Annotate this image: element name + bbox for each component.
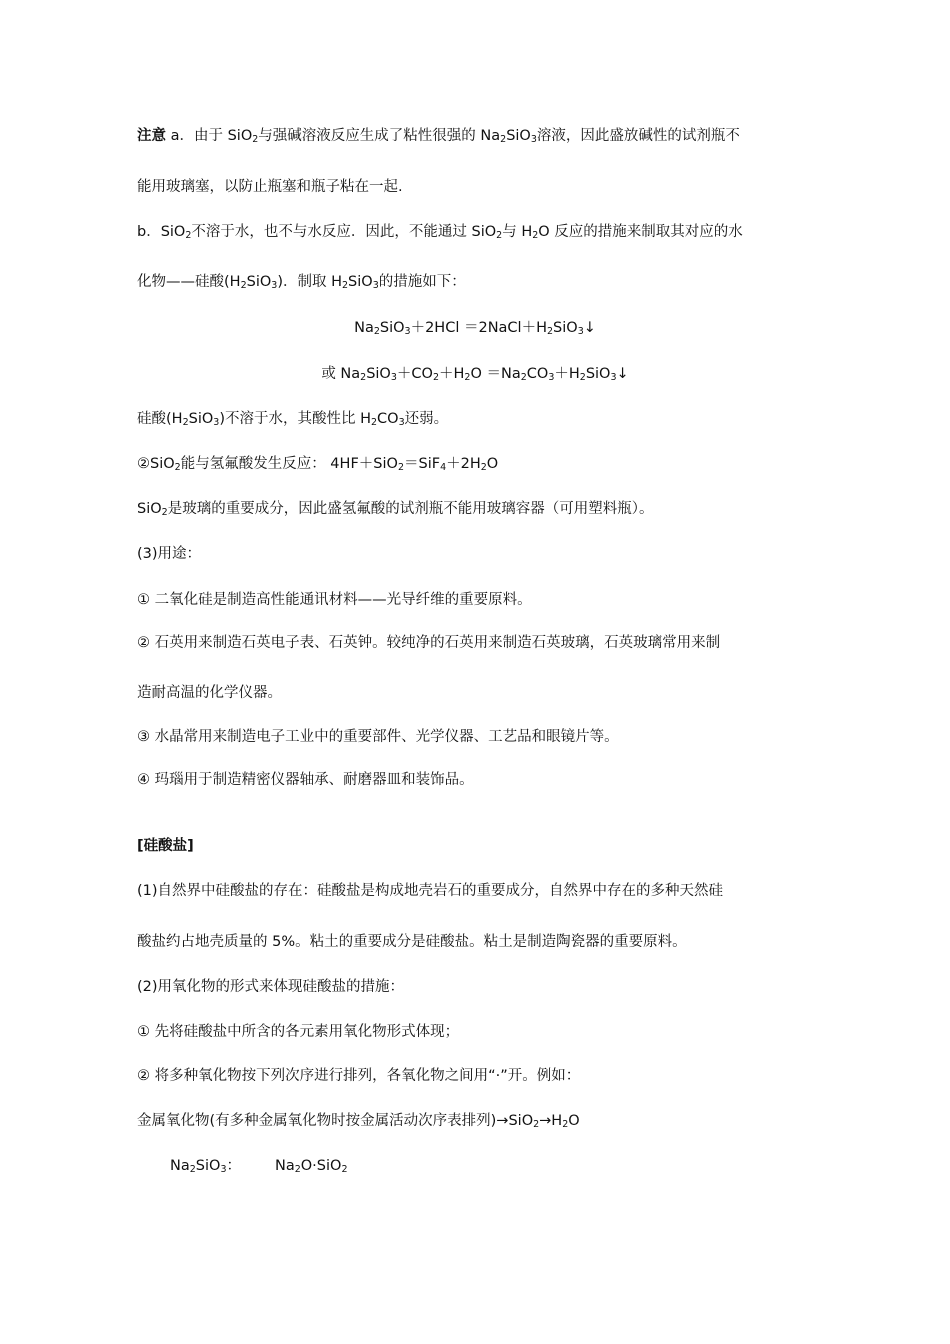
note-a-line1: 注意 a．由于 SiO$_2$与强碱溶液反应生成了粘性很强的 $Na_2SiO_3$溶液，因此盛放碱性的试剂瓶不: [137, 128, 740, 145]
example-line: [170, 1156, 347, 1176]
uses-item-1: ① 二氧化硅是制造高性能通讯材料——光导纤维的重要原料。: [137, 592, 532, 608]
uses-heading: (3)用途：: [137, 546, 202, 562]
oxide-order-line: 金属氧化物(有多种金属氧化物时按金属活动次序表排列)$\to SiO_2\to H_2O$: [137, 1113, 580, 1130]
note-label: 注意: [137, 128, 166, 144]
silicates-heading: [硅酸盐]: [137, 838, 194, 854]
note-b-line2: 化物——硅酸$(H_2SiO_3)$．制取 $H_2SiO_3$的措施如下：: [137, 274, 466, 291]
silicates-p1-line2: 酸盐约占地壳质量的 5%。粘土的重要成分是硅酸盐。粘土是制造陶瓷器的重要原料。: [137, 934, 687, 950]
note-b-line1: b．SiO$_2$不溶于水，也不与水反应．因此，不能通过 SiO$_2$与 $H_2O$ 反应的措施来制取其对应的水: [137, 224, 743, 241]
uses-item-2-line2: 造耐高温的化学仪器。: [137, 685, 282, 701]
silicic-acid-line: 硅酸$(H_2SiO_3)$不溶于水，其酸性比 $H_2CO_3$还弱。: [137, 411, 449, 428]
equation-co2: 或 $Na_2SiO_3+CO_2+H_2O$ $=Na_2CO_3+H_2SiO_3↓$: [321, 366, 629, 383]
example-formula: $Na_2SiO_3$：: [170, 1158, 241, 1175]
silicates-p2: (2)用氧化物的形式来体现硅酸盐的措施：: [137, 979, 405, 995]
equation-hcl: $Na_2SiO_3+2HCl$ $=2NaCl+H_2SiO_3↓$: [354, 320, 596, 337]
silicates-step-2: ② 将多种氧化物按下列次序进行排列，各氧化物之间用“·”开。例如：: [137, 1068, 581, 1084]
example-oxide-form: $Na_2O\cdot SiO_2$: [274, 1158, 348, 1175]
uses-item-4: ④ 玛瑙用于制造精密仪器轴承、耐磨器皿和装饰品。: [137, 772, 474, 788]
silicates-p1-line1: (1)自然界中硅酸盐的存在：硅酸盐是构成地壳岩石的重要成分，自然界中存在的多种天然硅: [137, 883, 724, 899]
silicates-step-1: ① 先将硅酸盐中所含的各元素用氧化物形式体现；: [137, 1024, 460, 1040]
hf-reaction-line: ②SiO$_2$能与氢氟酸发生反应： $4HF+SiO_2=SiF_4+2H_2O$: [137, 456, 499, 473]
uses-item-3: ③ 水晶常用来制造电子工业中的重要部件、光学仪器、工艺品和眼镜片等。: [137, 729, 619, 745]
note-a-line2: 能用玻璃塞，以防止瓶塞和瓶子粘在一起.: [137, 179, 403, 195]
glass-line: SiO$_2$是玻璃的重要成分，因此盛氢氟酸的试剂瓶不能用玻璃容器（可用塑料瓶）。: [137, 501, 654, 518]
uses-item-2-line1: ② 石英用来制造石英电子表、石英钟。较纯净的石英用来制造石英玻璃，石英玻璃常用来制: [137, 635, 721, 651]
